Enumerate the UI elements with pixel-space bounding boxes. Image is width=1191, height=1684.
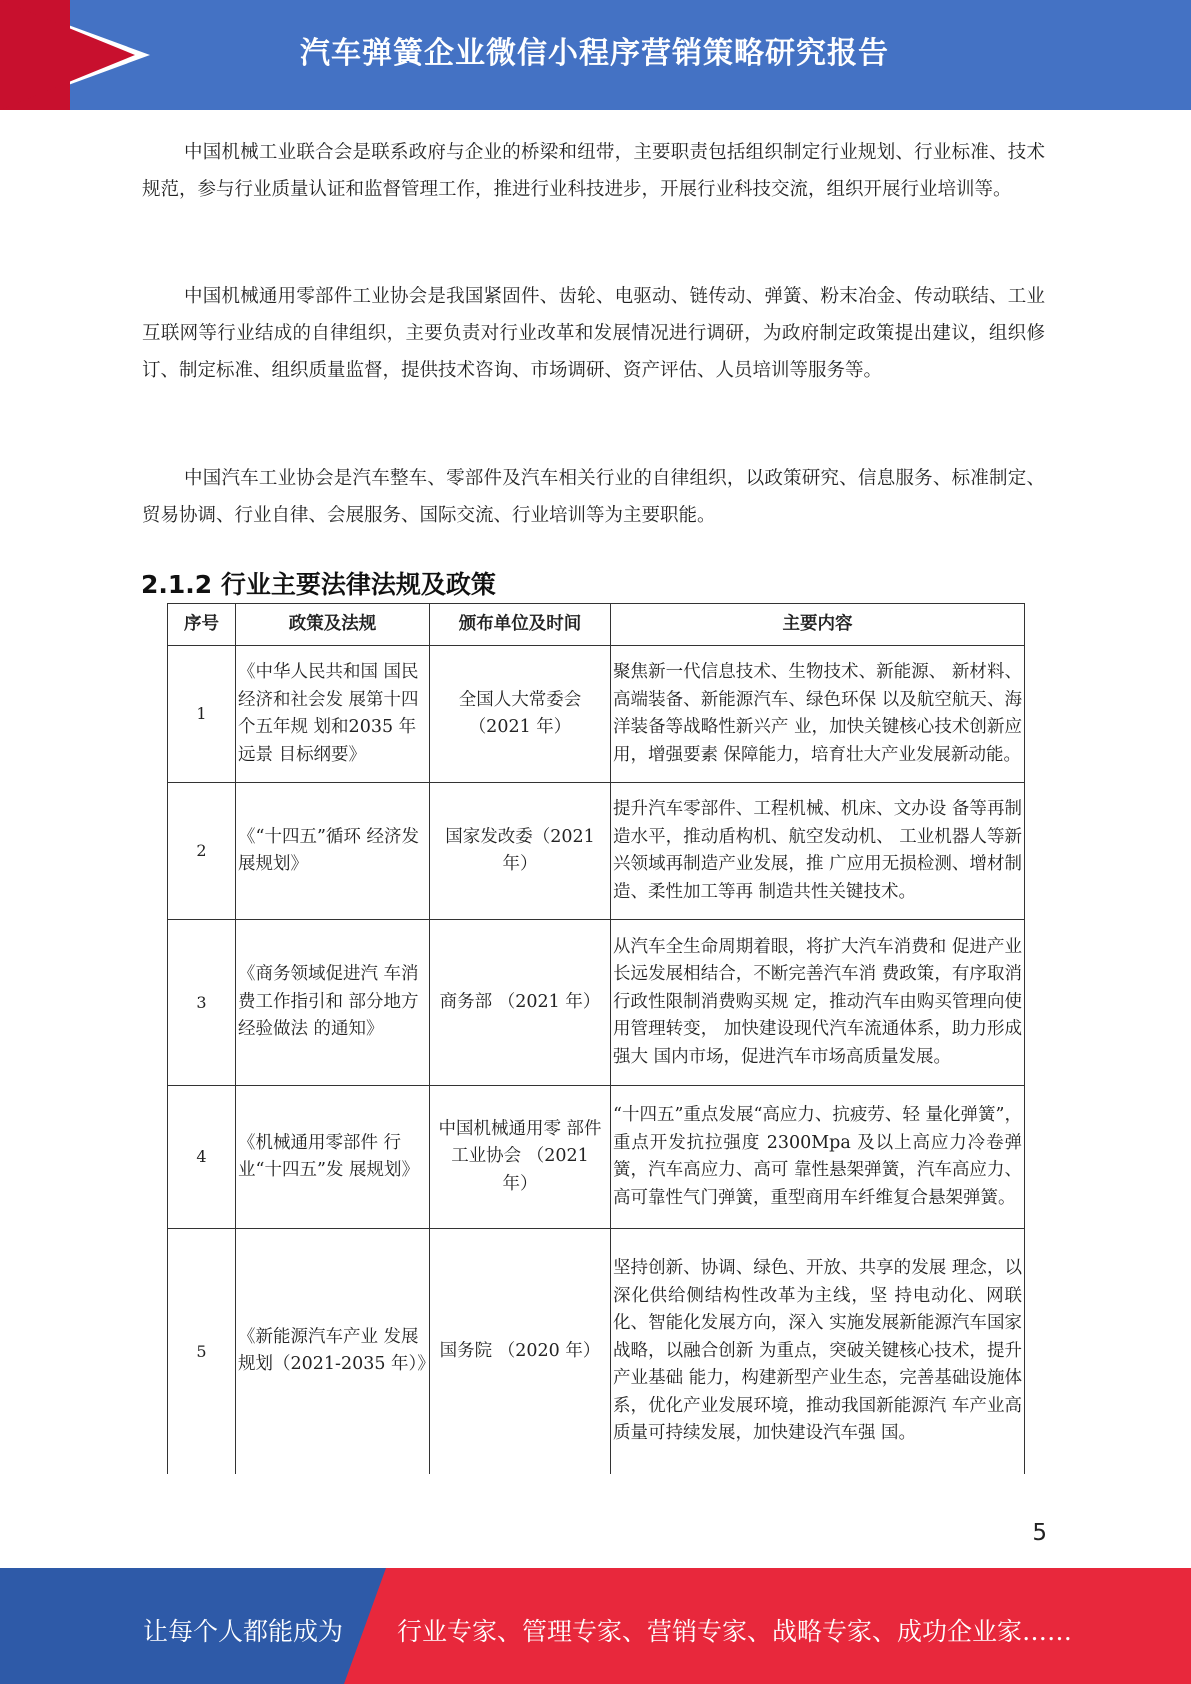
row-number: 3 — [168, 920, 236, 1086]
issuer-and-year: 商务部 （2021 年） — [430, 920, 611, 1086]
table-row — [168, 1229, 1025, 1474]
column-header-law: 政策及法规 — [236, 604, 430, 646]
policy-content: 从汽车全生命周期着眼，将扩大汽车消费和 促进产业长远发展相结合，不断完善汽车消 费政策，有序取消行政性限制消费购买规 定，推动汽车由购买管理向使用管理转变， 加快建设现代汽车流通体系，助力形成强大 国内市场，促进汽车市场高质量发展。 — [611, 920, 1025, 1086]
table-row — [168, 920, 1025, 1086]
issuer-and-year: 国家发改委（2021 年） — [430, 783, 611, 920]
policy-content: 聚焦新一代信息技术、生物技术、新能源、 新材料、高端装备、新能源汽车、绿色环保 以及航空航天、海洋装备等战略性新兴产 业，加快关键核心技术创新应用，增强要素 保障能力，培育壮大产业发展新动能。 — [611, 646, 1025, 783]
policy-content: 坚持创新、协调、绿色、开放、共享的发展 理念，以深化供给侧结构性改革为主线，坚 持电动化、网联化、智能化发展方向，深入 实施发展新能源汽车国家战略，以融合创新 为重点，突破关键核心技术，提升产业基础 能力，构建新型产业生态，完善基础设施体 系，优化产业发展环境，推动我国新能源汽 车产业高质量可持续发展，加快建设汽车强 国。 — [611, 1229, 1025, 1474]
footer-slogan-lead: 让每个人都能成为 — [143, 1617, 344, 1646]
policy-name: 《机械通用零部件 行业“十四五”发 展规划》 — [236, 1086, 430, 1229]
section-title: 2.1.2 行业主要法律法规及政策 — [141, 570, 496, 599]
page-header — [0, 0, 1191, 110]
policy-table — [167, 603, 1025, 1474]
paragraph-cgmia: 中国机械通用零部件工业协会是我国紧固件、齿轮、电驱动、链传动、弹簧、粉末冶金、传动联结、工业互联网等行业结成的自律组织，主要负责对行业改革和发展情况进行调研，为政府制定政策提出建议，组织修订、制定标准、组织质量监督，提供技术咨询、市场调研、资产评估、人员培训等服务等。 — [142, 286, 1045, 381]
paragraph-caam: 中国汽车工业协会是汽车整车、零部件及汽车相关行业的自律组织，以政策研究、信息服务、标准制定、贸易协调、行业自律、会展服务、国际交流、行业培训等为主要职能。 — [142, 468, 1045, 526]
row-number: 2 — [168, 783, 236, 920]
policy-name: 《商务领域促进汽 车消费工作指引和 部分地方经验做法 的通知》 — [236, 920, 430, 1086]
page-footer — [0, 1568, 1191, 1684]
policy-content: “十四五”重点发展“高应力、抗疲劳、轻 量化弹簧”，重点开发抗拉强度 2300Mpa 及以上高应力冷卷弹簧，汽车高应力、高可 靠性悬架弹簧，汽车高应力、高可靠性气门弹簧，重型商用车纤维复合悬架弹簧。 — [611, 1086, 1025, 1229]
page-number: 5 — [1032, 1520, 1047, 1546]
paragraph-cmif: 中国机械工业联合会是联系政府与企业的桥梁和纽带，主要职责包括组织制定行业规划、行业标准、技术规范，参与行业质量认证和监督管理工作，推进行业科技进步，开展行业科技交流，组织开展行业培训等。 — [142, 142, 1045, 200]
column-header-content: 主要内容 — [611, 604, 1025, 646]
issuer-and-year: 中国机械通用零 部件工业协会 （2021 年） — [430, 1086, 611, 1229]
header-arrow-icon — [0, 0, 135, 110]
table-header-row — [168, 604, 1025, 646]
table-row — [168, 646, 1025, 783]
row-number: 5 — [168, 1229, 236, 1474]
policy-name: 《中华人民共和国 国民经济和社会发 展第十四个五年规 划和2035 年远景 目标纲要》 — [236, 646, 430, 783]
column-header-issuer: 颁布单位及时间 — [430, 604, 611, 646]
table-row — [168, 1086, 1025, 1229]
footer-slogan-roles: 行业专家、管理专家、营销专家、战略专家、成功企业家…… — [397, 1617, 1073, 1646]
report-title: 汽车弹簧企业微信小程序营销策略研究报告 — [300, 36, 889, 71]
policy-name: 《“十四五”循环 经济发展规划》 — [236, 783, 430, 920]
row-number: 1 — [168, 646, 236, 783]
column-header-no: 序号 — [168, 604, 236, 646]
policy-content: 提升汽车零部件、工程机械、机床、文办设 备等再制造水平，推动盾构机、航空发动机、 工业机器人等新兴领域再制造产业发展，推 广应用无损检测、增材制造、柔性加工等再 制造共性关键技术。 — [611, 783, 1025, 920]
policy-name: 《新能源汽车产业 发展规划（2021-2035 年）》 — [236, 1229, 430, 1474]
row-number: 4 — [168, 1086, 236, 1229]
issuer-and-year: 全国人大常委会（2021 年） — [430, 646, 611, 783]
table-row — [168, 783, 1025, 920]
issuer-and-year: 国务院 （2020 年） — [430, 1229, 611, 1474]
